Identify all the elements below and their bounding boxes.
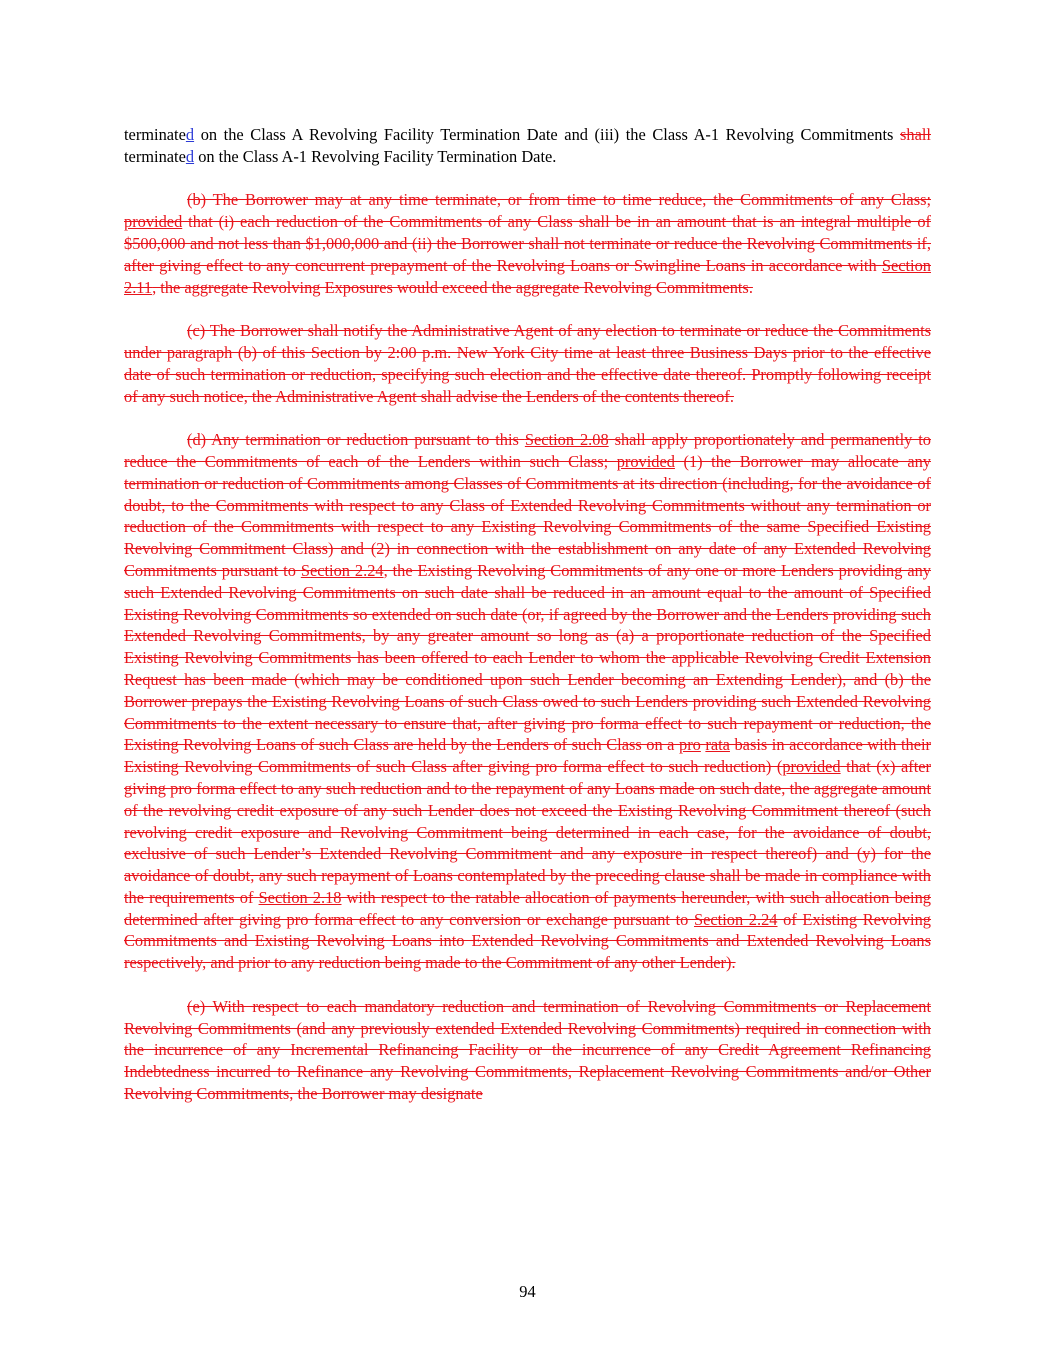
text-run: on the Class A-1 Revolving Facility Termination Date. xyxy=(194,146,557,166)
paragraph-e-deleted xyxy=(124,996,931,1105)
page-number: 94 xyxy=(519,1282,536,1301)
inserted-text: d xyxy=(185,146,195,166)
text-run: on the Class A Revolving Facility Termination Date and (iii) the Class A-1 Revolving Commitments xyxy=(194,125,901,144)
deleted-text: (1) the Borrower may allocate any termination or reduction of Commitments among Classes of Commitments at its direction (including, for the avoidance of doubt, to the Commitments with respect to any Class of Extended Revolving Commitments without any termination or reduction of the Commitments with respect to any Existing Revolving Commitments of the same Specified Existing Revolving Commitment Class) and (2) in connection with the establishment on any date of any Extended Revolving Commitments pursuant to xyxy=(124,451,931,580)
deleted-underlined-term: provided xyxy=(616,451,675,471)
deleted-text: shall apply proportionately and permanently to reduce the Commitments of each of the Lenders within such Class; xyxy=(124,430,931,471)
section-reference: Section 2.11 xyxy=(124,255,931,297)
deleted-underlined-term: rata xyxy=(705,735,730,755)
deleted-text: basis in accordance with their Existing Revolving Commitments of such Class after giving pro forma effect to such reduction) ( xyxy=(124,735,932,777)
section-reference: Section 2.08 xyxy=(524,430,609,450)
deleted-underlined-term: pro xyxy=(679,735,701,755)
section-reference: Section 2.24 xyxy=(694,909,778,929)
section-reference: Section 2.24 xyxy=(300,560,384,580)
paragraph-b-deleted xyxy=(124,189,931,298)
text-run: terminate xyxy=(124,125,186,144)
deleted-text: (e) With respect to each mandatory reduction and termination of Revolving Commitments or Replacement Revolving Commitments (and any previously extended Extended Revolving Commitments) required in connection with the incurrence of any Incremental Refinancing Facility or the incurrence of any Credit Agreement Refinancing Indebtedness incurred to Refinance any Revolving Commitments, Replacement Revolving Commitments and/or Other Revolving Commitments, the Borrower may designate xyxy=(124,996,931,1104)
deleted-text: , the Existing Revolving Commitments of any one or more Lenders providing any such Extended Revolving Commitments on such date shall be reduced in an amount equal to the amount of Specified Existing Revolving Commitments so extended on such date (or, if agreed by the Borrower and the Lenders providing such Extended Revolving Commitments, by any greater amount so long as (a) a proportionate reduction of the Specified Existing Revolving Commitments has been offered to each Lender to whom the applicable Revolving Credit Extension Request has been made (which may be conditioned upon such Lender becoming an Extending Lender), and (b) the Borrower prepays the Existing Revolving Loans of such Class owed to such Lenders providing such Extended Revolving Commitments to the extent necessary to ensure that, after giving pro forma effect to such repayment or reduction, the Existing Revolving Loans of such Class are held by the Lenders of such Class on a xyxy=(124,560,931,755)
document-page xyxy=(124,124,931,1127)
deleted-text: that (x) after giving pro forma effect to any such reduction and to the repayment of any Loans made on such date, the aggregate amount of the revolving credit exposure of any such Lender does not exceed the Existing Revolving Commitment thereof (such revolving credit exposure and Revolving Commitment being determined in each case, for the avoidance of doubt, exclusive of such Lender’s Extended Revolving Commitment and any exposure in respect thereof) and (y) for the avoidance of doubt, any such repayment of Loans contemplated by the preceding clause shall be made in compliance with the requirements of xyxy=(124,757,931,907)
deleted-text: (d) Any termination or reduction pursuant to this xyxy=(187,430,525,450)
deleted-underlined-term: provided xyxy=(782,757,841,777)
deleted-text: that (i) each reduction of the Commitments of any Class shall be in an amount that is an integral multiple of $500,000 and not less than $1,000,000 and (ii) the Borrower shall not terminate or reduce the Revolving Commitments if, after giving effect to any concurrent prepayment of the Revolving Loans or Swingline Loans in accordance with xyxy=(124,212,931,275)
deleted-text: (b) The Borrower may at any time terminate, or from time to time reduce, the Commitments of any Class; xyxy=(187,190,931,210)
text-run: terminate xyxy=(124,146,186,166)
deleted-text: shall xyxy=(900,125,931,144)
inserted-text: d xyxy=(185,125,195,144)
section-reference: Section 2.18 xyxy=(258,887,342,907)
deleted-underlined-term: provided xyxy=(124,212,183,232)
paragraph-c-deleted xyxy=(124,320,931,407)
deleted-text: (c) The Borrower shall notify the Administrative Agent of any election to terminate or reduce the Commitments under paragraph (b) of this Section by 2:00 p.m. New York City time at least three Business Days prior to the effective date of such termination or reduction, specifying such election and the effective date thereof. Promptly following receipt of any such notice, the Administrative Agent shall advise the Lenders of the contents thereof. xyxy=(124,321,931,406)
deleted-text: , the aggregate Revolving Exposures would exceed the aggregate Revolving Commitments. xyxy=(152,277,753,297)
deleted-text: with respect to the ratable allocation of payments hereunder, with such allocation being determined after giving pro forma effect to any conversion or exchange pursuant to xyxy=(124,887,931,929)
deleted-text: of Existing Revolving Commitments and Existing Revolving Loans into Extended Revolving Commitments and Extended Revolving Loans respectively, and prior to any reduction being made to the Commitment of any other Lender). xyxy=(124,909,932,973)
paragraph-continuation xyxy=(124,124,931,168)
paragraph-d-deleted xyxy=(124,429,931,974)
